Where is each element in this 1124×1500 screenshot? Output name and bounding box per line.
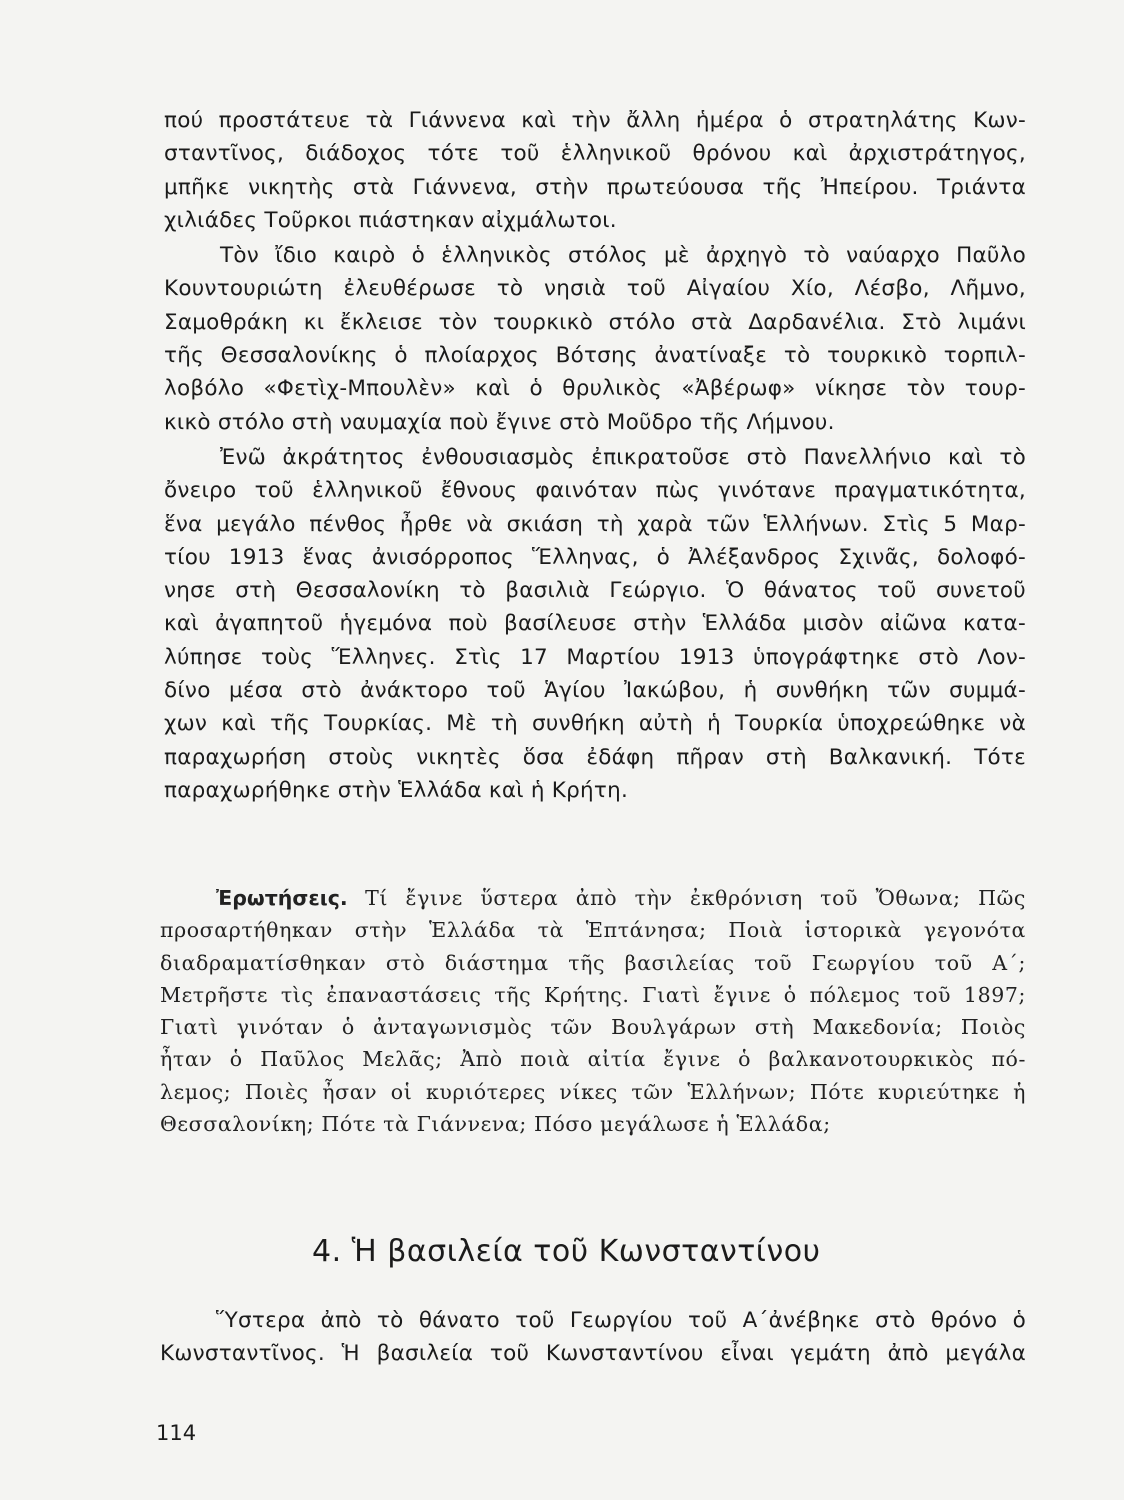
- body-text: [164, 104, 1026, 807]
- questions-line: λεμος; Ποιὲς ἦσαν οἱ κυριότερες νίκες τῶν Ἑλλήνων; Πότε κυριεύτηκε ἡ: [160, 1079, 1026, 1104]
- body-line: κικὸ στόλο στὴ ναυμαχία ποὺ ἔγινε στὸ Μοῦδρο τῆς Λήμνου.: [164, 409, 835, 435]
- questions-line: Μετρῆστε τὶς ἐπαναστάσεις τῆς Κρήτης. Γιατὶ ἔγινε ὁ πόλεμος τοῦ 1897;: [160, 982, 1026, 1007]
- body-line: μπῆκε νικητὴς στὰ Γιάννενα, στὴν πρωτεύουσα τῆς Ἠπείρου. Τριάντα: [164, 174, 1026, 200]
- body-line: νησε στὴ Θεσσαλονίκη τὸ βασιλιὰ Γεώργιο. Ὁ θάνατος τοῦ συνετοῦ: [164, 578, 1026, 604]
- body-line: ὄνειρο τοῦ ἑλληνικοῦ ἔθνους φαινόταν πὼς γινότανε πραγματικότητα,: [164, 478, 1026, 504]
- body-line: λοβόλο «Φετὶχ-Μπουλὲν» καὶ ὁ θρυλικὸς «Ἀβέρωφ» νίκησε τὸν τουρ-: [164, 376, 1026, 402]
- body-line: χων καὶ τῆς Τουρκίας. Μὲ τὴ συνθήκη αὐτὴ ἡ Τουρκία ὑποχρεώθηκε νὰ: [164, 711, 1026, 737]
- questions-line: Γιατὶ γινόταν ὁ ἀνταγωνισμὸς τῶν Βουλγάρων στὴ Μακεδονία; Ποιὸς: [160, 1015, 1026, 1040]
- questions-line: ἦταν ὁ Παῦλος Μελᾶς; Ἀπὸ ποιὰ αἰτία ἔγινε ὁ βαλκανοτουρκικὸς πό-: [160, 1047, 1026, 1072]
- body-line: ἕνα μεγάλο πένθος ἦρθε νὰ σκιάση τὴ χαρὰ τῶν Ἑλλήνων. Στὶς 5 Μαρ-: [164, 511, 1026, 537]
- questions-line: διαδραματίσθηκαν στὸ διάστημα τῆς βασιλείας τοῦ Γεωργίου τοῦ Α΄;: [160, 950, 1026, 975]
- questions-line: [160, 882, 1026, 914]
- questions-line: προσαρτήθηκαν στὴν Ἑλλάδα τὰ Ἑπτάνησα; Ποιὰ ἱστορικὰ γεγονότα: [160, 918, 1026, 943]
- section-heading: 4. Ἡ βασιλεία τοῦ Κωνσταντίνου: [312, 1234, 821, 1269]
- body-line: παραχωρήση στοὺς νικητὲς ὅσα ἐδάφη πῆραν στὴ Βαλκανική. Τότε: [164, 744, 1026, 770]
- body-line: καὶ ἀγαπητοῦ ἡγεμόνα ποὺ βασίλευσε στὴν Ἑλλάδα μισὸν αἰῶνα κατα-: [164, 611, 1026, 637]
- body-line: πού προστάτευε τὰ Γιάννενα καὶ τὴν ἄλλη ἡμέρα ὁ στρατηλάτης Κων-: [164, 108, 1026, 133]
- questions-line: Θεσσαλονίκη; Πότε τὰ Γιάννενα; Πόσο μεγάλωσε ἡ Ἑλλάδα;: [160, 1112, 831, 1137]
- body-line: τῆς Θεσσαλονίκης ὁ πλοίαρχος Βότσης ἀνατίναξε τὸ τουρκικὸ τορπιλ-: [164, 343, 1026, 369]
- body-line: παραχωρήθηκε στὴν Ἑλλάδα καὶ ἡ Κρήτη.: [164, 777, 629, 803]
- page-number: 114: [156, 1421, 197, 1445]
- body-line: δίνο μέσα στὸ ἀνάκτορο τοῦ Ἁγίου Ἰακώβου, ἡ συνθήκη τῶν συμμά-: [164, 678, 1026, 704]
- body-line: Κωνσταντῖνος. Ἡ βασιλεία τοῦ Κωνσταντίνου εἶναι γεμάτη ἀπὸ μεγάλα: [160, 1341, 1026, 1367]
- body-line: τίου 1913 ἕνας ἀνισόρροπος Ἕλληνας, ὁ Ἀλέξανδρος Σχινᾶς, δολοφό-: [164, 544, 1026, 570]
- body-line: Ὕστερα ἀπὸ τὸ θάνατο τοῦ Γεωργίου τοῦ Α΄ἀνέβηκε στὸ θρόνο ὁ: [216, 1308, 1026, 1333]
- body-line: Κουντουριώτη ἐλευθέρωσε τὸ νησιὰ τοῦ Αἰγαίου Χίο, Λέσβο, Λῆμνο,: [164, 276, 1026, 302]
- body-line: Σαμοθράκη κι ἔκλεισε τὸν τουρκικὸ στόλο στὰ Δαρδανέλια. Στὸ λιμάνι: [164, 309, 1026, 335]
- body-line: χιλιάδες Τοῦρκοι πιάστηκαν αἰχμάλωτοι.: [164, 207, 617, 233]
- body-line: Ἐνῶ ἀκράτητος ἐνθουσιασμὸς ἐπικρατοῦσε στὸ Πανελλήνιο καὶ τὸ: [220, 444, 1026, 470]
- body-line: Τὸν ἴδιο καιρὸ ὁ ἑλληνικὸς στόλος μὲ ἀρχηγὸ τὸ ναύαρχο Παῦλο: [220, 243, 1026, 269]
- questions-block: [160, 882, 1026, 1140]
- questions-text: Τί ἔγινε ὕστερα ἀπὸ τὴν ἐκθρόνιση τοῦ Ὄθωνα; Πῶς: [347, 886, 1026, 910]
- body-line: σταντῖνος, διάδοχος τότε τοῦ ἑλληνικοῦ θρόνου καὶ ἀρχιστράτηγος,: [164, 141, 1026, 167]
- questions-label: Ἐρωτήσεις.: [216, 886, 348, 910]
- final-paragraph: [160, 1304, 1026, 1371]
- body-line: λύπησε τοὺς Ἕλληνες. Στὶς 17 Μαρτίου 1913 ὑπογράφτηκε στὸ Λον-: [164, 644, 1026, 670]
